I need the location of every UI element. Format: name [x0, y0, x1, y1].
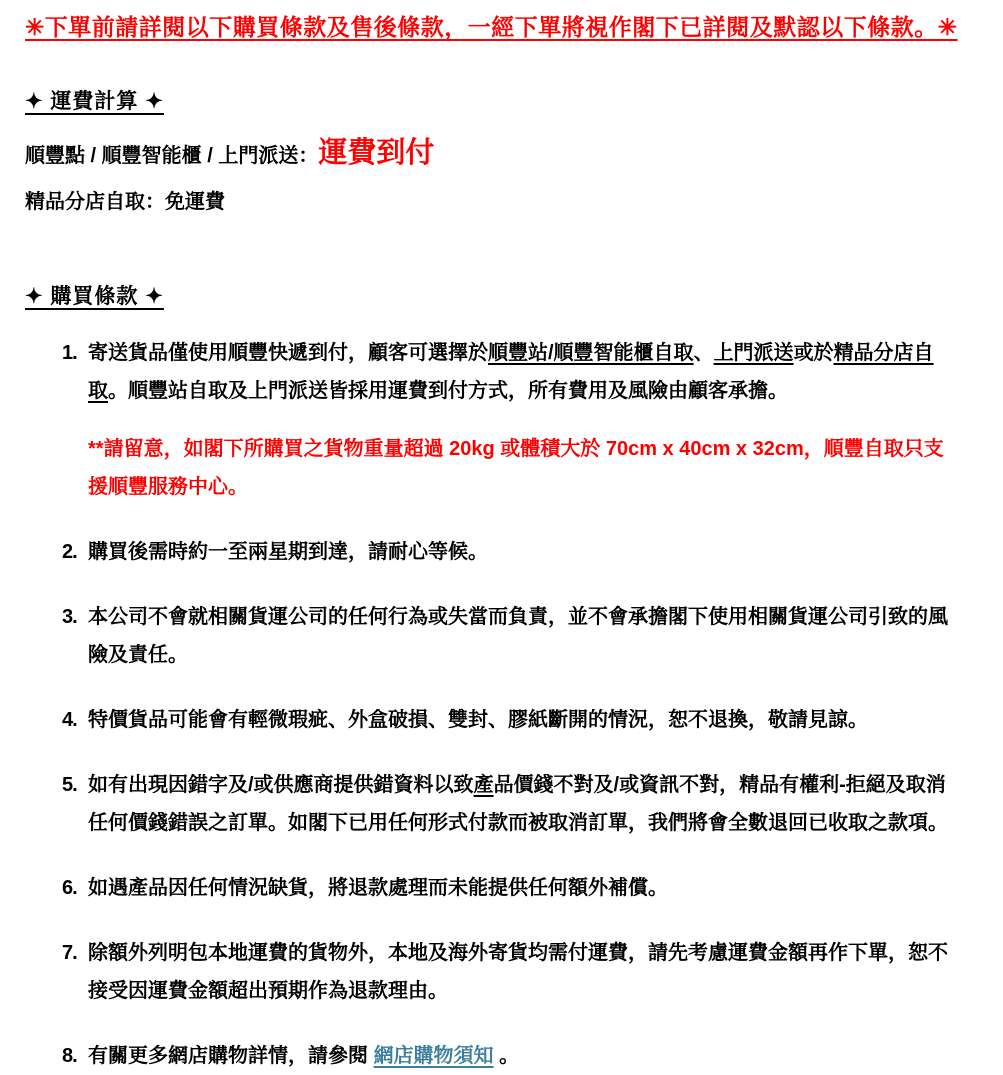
term-text — [88, 766, 961, 842]
text-segment: 順豐站/順豐智能櫃自取 — [488, 342, 694, 365]
shipping-section-heading: ✦ 運費計算 ✦ — [25, 90, 164, 114]
term-item-2 — [62, 533, 961, 571]
weight-limit-note: **請留意，如閣下所購買之貨物重量超過 20kg 或體積大於 70cm x 40cm x 32cm，順豐自取只支援順豐服務中心。 — [88, 438, 944, 499]
text-segment: 精品分店自取 — [88, 342, 934, 403]
text-segment: 寄送貨品僅使用順豐快遞到付，顧客可選擇於 — [88, 342, 488, 365]
term-item-3 — [62, 598, 961, 674]
text-segment: 或於 — [793, 342, 834, 365]
terms-section — [25, 280, 961, 310]
shipping-cod-value: 運費到付 — [318, 137, 435, 170]
term-number: 7. — [62, 942, 77, 965]
term-number: 2. — [62, 541, 77, 564]
term-item-6 — [62, 869, 961, 907]
shipping-section — [25, 85, 961, 115]
term-item-4 — [62, 701, 961, 739]
text-segment: 本公司不會就相關貨運公司的任何行為或失當而負責，並不會承擔閣下使用相關貨運公司引致的風險及責任。 — [88, 606, 948, 667]
text-segment: 如遇產品因任何情況缺貨，將退款處理而未能提供任何額外補償。 — [88, 877, 668, 900]
term-number: 1. — [62, 342, 77, 365]
term-paragraph — [88, 701, 961, 739]
text-segment: 上門派送 — [713, 342, 794, 365]
term-paragraph — [88, 533, 961, 571]
text-segment: 除額外列明包本地運費的貨物外，本地及海外寄貨均需付運費，請先考慮運費金額再作下單，恕不接受因運費金額超出預期作為退款理由。 — [88, 942, 948, 1003]
text-segment: 。 — [493, 1045, 520, 1068]
term-number: 4. — [62, 709, 77, 732]
term-text — [88, 533, 961, 571]
term-item-5 — [62, 766, 961, 842]
term-number: 5. — [62, 774, 77, 797]
top-notice: ✳下單前請詳閱以下購買條款及售後條款，一經下單將視作閣下已詳閱及默認以下條款。✳ — [25, 14, 958, 40]
shipping-methods-line — [25, 135, 961, 174]
term-number: 8. — [62, 1045, 77, 1068]
text-segment: 品價錢不對及/或資訊不對，精品有權利-拒絕及取消任何價錢錯誤之訂單。如閣下已用任何形式付款而被取消訂單，我們將會全數退回已收取之款項。 — [88, 774, 948, 835]
term-number: 3. — [62, 606, 77, 629]
term-text — [88, 934, 961, 1010]
term-text — [88, 869, 961, 907]
text-segment: 有關更多網店購物詳情，請參閱 — [88, 1045, 374, 1068]
term-paragraph — [88, 934, 961, 1010]
store-pickup-line: 精品分店自取：免運費 — [25, 191, 225, 214]
term-paragraph — [88, 598, 961, 674]
text-segment: 、 — [693, 342, 714, 365]
term-text — [88, 701, 961, 739]
term-paragraph — [88, 766, 961, 842]
term-item-1 — [62, 334, 961, 506]
term-paragraph — [88, 1037, 961, 1075]
text-segment: 產 — [473, 774, 494, 797]
term-item-8 — [62, 1037, 961, 1075]
term-text — [88, 334, 961, 506]
text-segment: 。順豐站自取及上門派送皆採用運費到付方式，所有費用及風險由顧客承擔。 — [108, 380, 788, 403]
term-text — [88, 598, 961, 674]
terms-section-heading: ✦ 購買條款 ✦ — [25, 285, 164, 309]
term-text — [88, 1037, 961, 1075]
term-number: 6. — [62, 877, 77, 900]
text-segment: 如有出現因錯字及/或供應商提供錯資料以致 — [88, 774, 474, 797]
term-paragraph — [88, 869, 961, 907]
term-paragraph — [88, 334, 961, 410]
shipping-methods-label: 順豐點 / 順豐智能櫃 / 上門派送： — [25, 145, 319, 168]
text-segment: 特價貨品可能會有輕微瑕疵、外盒破損、雙封、膠紙斷開的情況，恕不退換，敬請見諒。 — [88, 709, 868, 732]
term-item-7 — [62, 934, 961, 1010]
shop-guide-link[interactable]: 網店購物須知 — [373, 1045, 494, 1068]
terms-list — [25, 334, 961, 1075]
text-segment: 購買後需時約一至兩星期到達，請耐心等候。 — [88, 541, 488, 564]
